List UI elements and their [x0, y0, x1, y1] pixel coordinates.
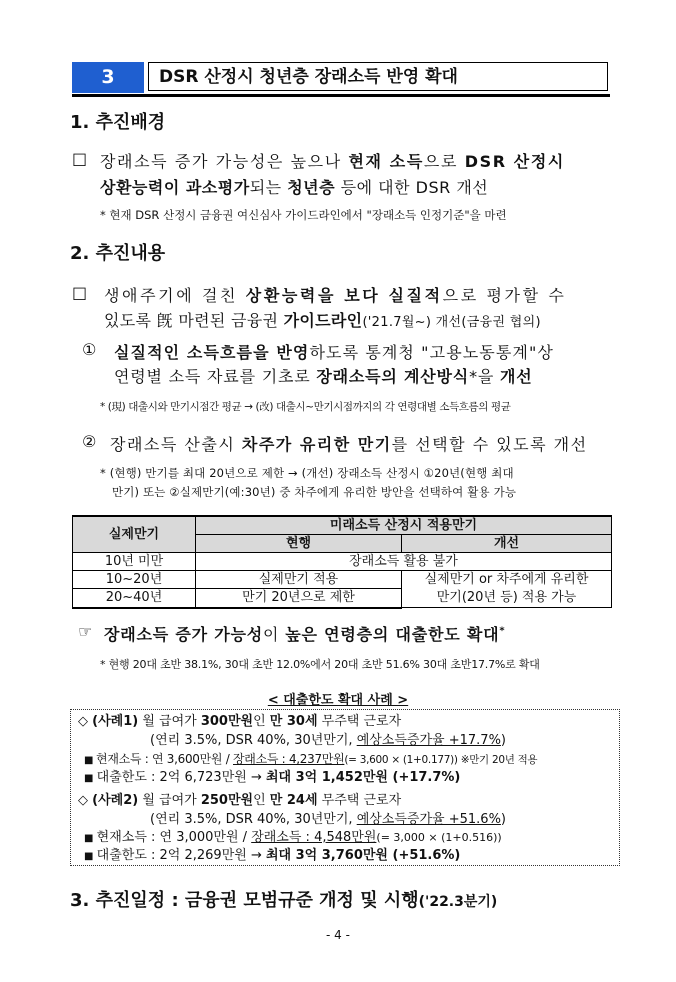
case1-line4: ■ 대출한도 : 2억 6,723만원 → 최대 3억 1,452만원 (+17.7%) [84, 770, 461, 785]
page-number: - 4 - [326, 928, 350, 942]
table-header-current: 현행 [196, 535, 402, 553]
heading-content: 2. 추진내용 [70, 243, 166, 264]
item1-line1: 실질적인 소득흐름을 반영하도록 통계청 "고용노동통계"상 [114, 343, 554, 362]
effect-line: 장래소득 증가 가능성이 높은 연령층의 대출한도 확대* [104, 625, 506, 644]
item2-marker: ② [82, 432, 97, 451]
case2-line1: ◇ (사례2) 월 급여가 250만원인 만 24세 무주택 근로자 [78, 793, 402, 808]
s1-bullet: □ [72, 149, 88, 168]
section-title: DSR 산정시 청년층 장래소득 반영 확대 [148, 62, 608, 91]
item2-line: 장래소득 산출시 차주가 유리한 만기를 선택할 수 있도록 개선 [110, 435, 588, 454]
heading-schedule: 3. 추진일정 : 금융권 모범규준 개정 및 시행('22.3분기) [70, 890, 498, 911]
case2-line3: ■ 현재소득 : 연 3,000만원 / 장래소득 : 4,548만원(= 3,000 × (1+0.516)) [84, 830, 502, 845]
item1-note: * (現) 대출시와 만기시점간 평균 → (改) 대출시~만기시점까지의 각 연령대별 소득흐름의 평균 [100, 401, 511, 413]
case1-line2: (연리 3.5%, DSR 40%, 30년만기, 예상소득증가율 +17.7%) [150, 733, 506, 748]
table-header-group: 미래소득 산정시 적용만기 [196, 516, 612, 535]
item2-note2: 만기) 또는 ②실제만기(예:30년) 중 차주에게 유리한 방안을 선택하여 활용 가능 [112, 485, 517, 499]
maturity-table [72, 515, 612, 609]
s2-line2: 있도록 旣 마련된 금융권 가이드라인('21.7월~) 개선(금융권 협의) [104, 311, 541, 330]
item1-marker: ① [82, 340, 97, 359]
item1-line2: 연령별 소득 자료를 기초로 장래소득의 계산방식*을 개선 [114, 367, 533, 386]
table-cell-current: 만기 20년으로 제한 [196, 589, 402, 608]
case1-line3: ■ 현재소득 : 연 3,600만원 / 장래소득 : 4,237만원(= 3,600 × (1+0.177)) ※만기 20년 적용 [84, 752, 538, 766]
case1-line1: ◇ (사례1) 월 급여가 300만원인 만 30세 무주택 근로자 [78, 714, 402, 729]
s1-line2: 상환능력이 과소평가되는 청년층 등에 대한 DSR 개선 [100, 178, 489, 197]
case2-line2: (연리 3.5%, DSR 40%, 30년만기, 예상소득증가율 +51.6%) [150, 812, 506, 827]
s1-line1: 장래소득 증가 가능성은 높으나 현재 소득으로 DSR 산정시 [100, 152, 565, 171]
case2-line4: ■ 대출한도 : 2억 2,269만원 → 최대 3억 3,760만원 (+51.6%) [84, 848, 461, 863]
table-row-label: 10~20년 [73, 571, 196, 589]
table-row-label: 20~40년 [73, 589, 196, 608]
improve-line2: 만기(20년 등) 적용 가능 [436, 590, 577, 605]
improve-line1: 실제만기 or 차주에게 유리한 [424, 572, 589, 587]
table-cell-improved [402, 571, 612, 608]
table-cell-merged: 장래소득 활용 불가 [196, 553, 612, 571]
s1-note: * 현재 DSR 산정시 금융권 여신심사 가이드라인에서 "장래소득 인정기준"을 마련 [100, 208, 507, 222]
s2-bullet: □ [72, 283, 88, 302]
table-header-improved: 개선 [402, 535, 612, 553]
pointing-hand-icon: ☞ [78, 622, 93, 641]
table-row-label: 10년 미만 [73, 553, 196, 571]
effect-note: * 현행 20대 초반 38.1%, 30대 초반 12.0%에서 20대 초반 51.6% 30대 초반17.7%로 확대 [100, 658, 540, 671]
section-number-badge: 3 [72, 62, 144, 93]
heading-background: 1. 추진배경 [70, 112, 166, 133]
item2-note1: * (현행) 만기를 최대 20년으로 제한 → (개선) 장래소득 산정시 ①20년(현행 최대 [100, 466, 514, 480]
title-underline [72, 94, 610, 97]
s2-line1: 생애주기에 걸친 상환능력을 보다 실질적으로 평가할 수 [104, 286, 567, 305]
table-cell-current: 실제만기 적용 [196, 571, 402, 589]
cases-heading: < 대출한도 확대 사례 > [267, 693, 409, 708]
table-header-actual-maturity: 실제만기 [73, 516, 196, 553]
